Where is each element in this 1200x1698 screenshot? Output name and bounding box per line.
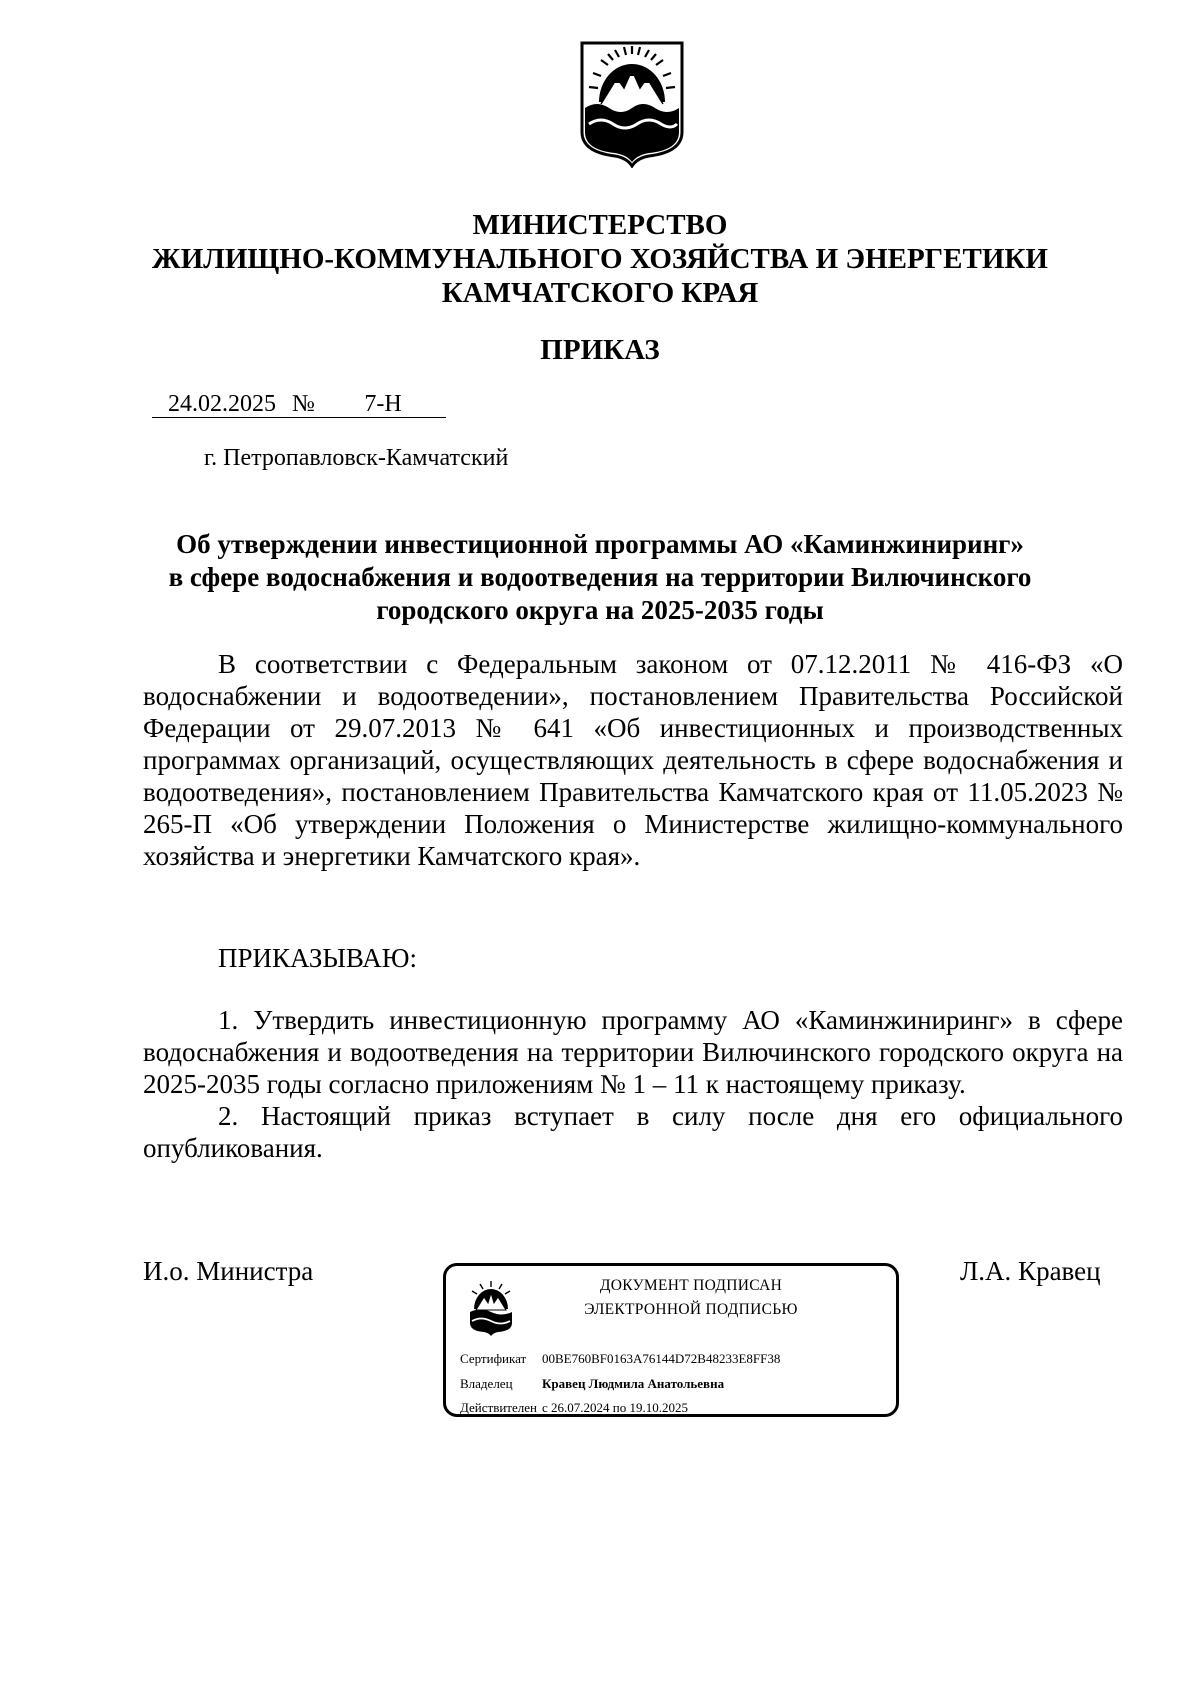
number-sign: №	[292, 391, 320, 418]
stamp-heading-line-2: ЭЛЕКТРОННОЙ ПОДПИСЬЮ	[584, 1301, 798, 1318]
order-item-1: 1. Утвердить инвестиционную программу АО «Каминжиниринг» в сфере водоснабжения и водоотведения на территории Вилючинского городского округа на 2025-2035 годы согласно приложениям № 1 – 11 к настоящему приказу.	[143, 1005, 1123, 1099]
stamp-owner-row	[460, 1376, 724, 1392]
title-line-1: Об утверждении инвестиционной программы АО «Каминжиниринг»	[176, 529, 1024, 559]
certificate-label: Сертификат	[460, 1351, 527, 1366]
electronic-signature-stamp	[443, 1263, 899, 1417]
signatory-position: И.о. Министра	[143, 1256, 314, 1286]
title-line-2: в сфере водоснабжения и водоотведения на территории Вилючинского	[168, 562, 1032, 592]
city: г. Петропавловск-Камчатский	[204, 445, 509, 471]
owner-label: Владелец	[460, 1376, 513, 1391]
signatory-name: Л.А. Кравец	[960, 1256, 1101, 1286]
owner-value: Кравец Людмила Анатольевна	[542, 1376, 725, 1391]
preamble-paragraph: В соответствии с Федеральным законом от 07.12.2011 № 416-ФЗ «О водоснабжении и водоотведении», постановлением Правительства Российской Федерации от 29.07.2013 № 641 «Об инвестиционных и производственных программах организаций, осуществляющих деятельность в сфере водоснабжения и водоотведения», постановлением Правительства Камчатского края от 11.05.2023 № 265-П «Об утверждении Положения о Министерстве жилищно-коммунального хозяйства и энергетики Камчатского края».	[143, 649, 1123, 871]
certificate-value: 00BE760BF0163A76144D72B48233E8FF38	[542, 1351, 781, 1366]
organization-line-2: ЖИЛИЩНО-КОММУНАЛЬНОГО ХОЗЯЙСТВА И ЭНЕРГЕТИКИ	[152, 243, 1048, 275]
organization-line-3: КАМЧАТСКОГО КРАЯ	[441, 277, 759, 309]
order-word: ПРИКАЗЫВАЮ:	[218, 943, 417, 973]
document-title	[100, 528, 1100, 627]
order-date-number	[152, 391, 446, 418]
organization-header	[0, 208, 1200, 310]
document-type: ПРИКАЗ	[540, 334, 660, 366]
stamp-heading	[526, 1274, 856, 1322]
validity-value: с 26.07.2024 по 19.10.2025	[542, 1400, 688, 1415]
validity-label: Действителен	[460, 1400, 537, 1415]
order-item-2: 2. Настоящий приказ вступает в силу после дня его официального опубликования.	[143, 1101, 1123, 1163]
stamp-validity-row	[460, 1400, 688, 1416]
order-date: 24.02.2025	[152, 391, 292, 418]
organization-line-1: МИНИСТЕРСТВО	[472, 209, 728, 241]
coat-of-arms-icon	[579, 40, 685, 168]
stamp-heading-line-1: ДОКУМЕНТ ПОДПИСАН	[599, 1277, 783, 1294]
order-number: 7-Н	[320, 391, 446, 418]
title-line-3: городского округа на 2025-2035 годы	[376, 595, 824, 625]
stamp-emblem-icon	[468, 1279, 514, 1337]
stamp-certificate-row	[460, 1351, 780, 1367]
